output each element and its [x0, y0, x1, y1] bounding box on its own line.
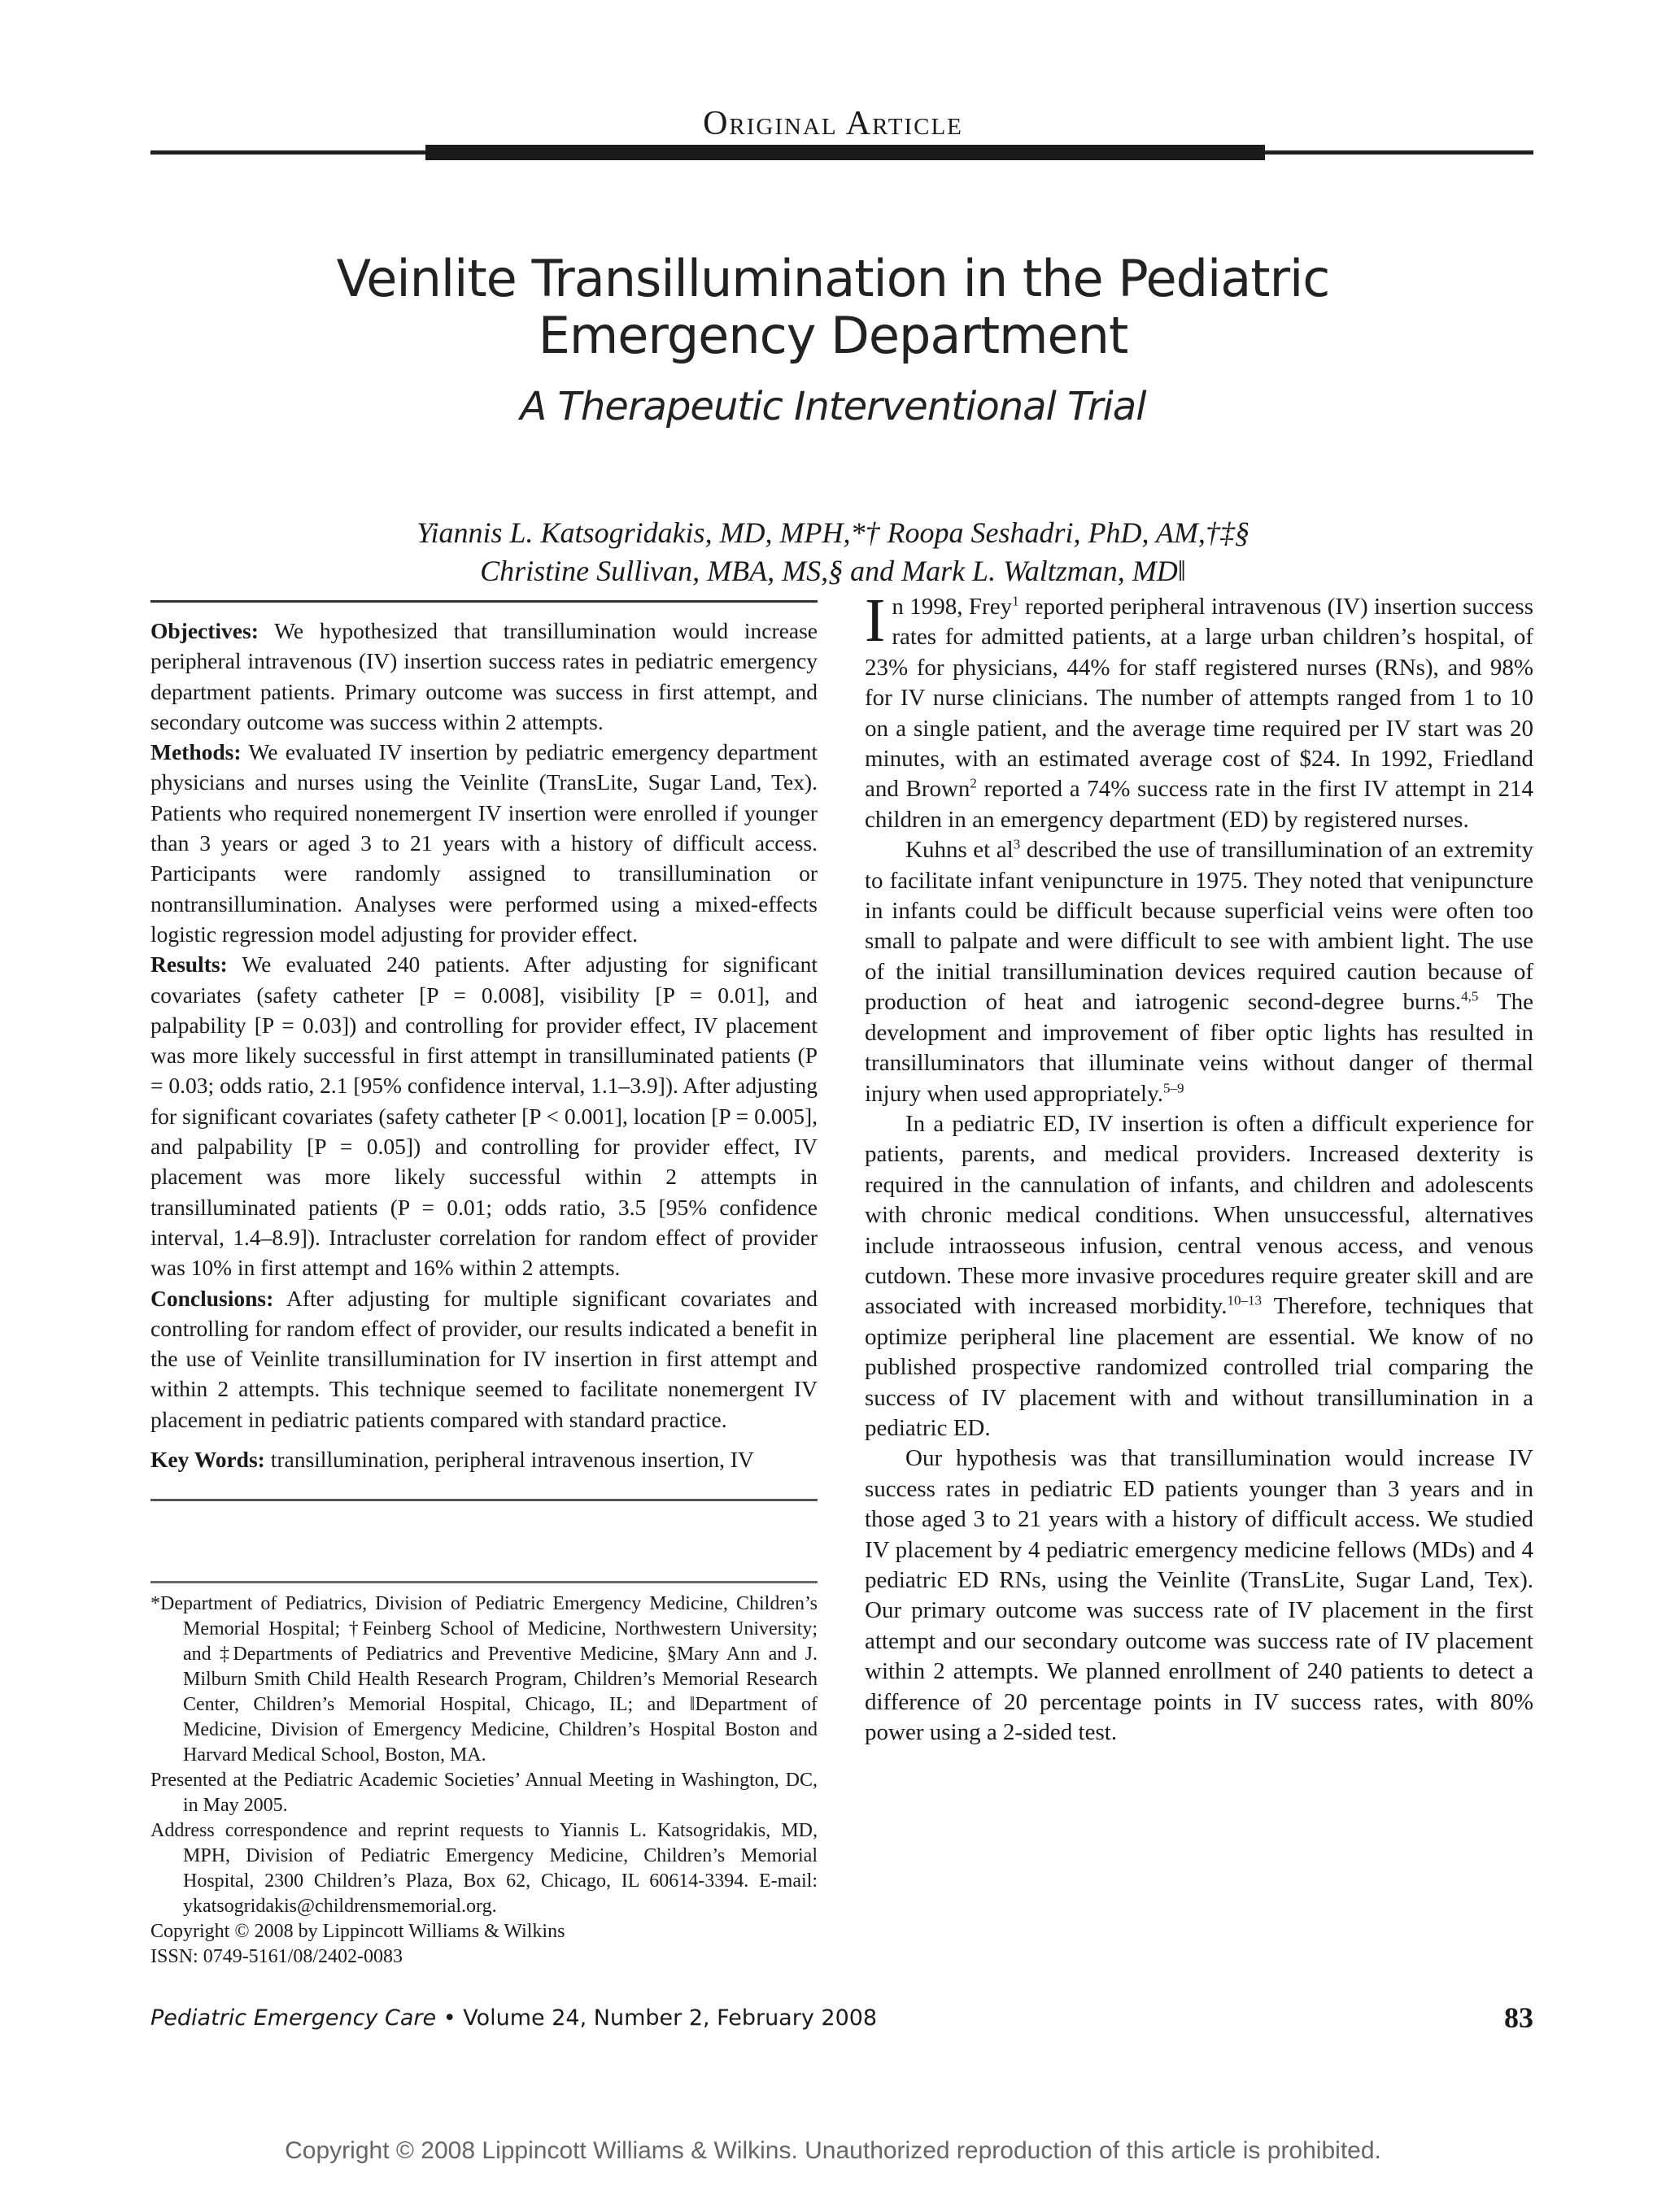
citation-ref: 4,5 — [1461, 988, 1479, 1004]
article-title — [0, 250, 1666, 364]
correspondence-note: Address correspondence and reprint requests to Yiannis L. Katsogridakis, MD, MPH, Division of Pediatric Emergency Medicine, Children’s Memorial Hospital, 2300 Children’s Plaza, Box 62, Chicago, IL 60614-3394. E-mail: ykatsogridakis@childrensmemorial.org. — [150, 1820, 818, 1917]
abstract-label: Results: — [150, 951, 228, 978]
abstract-objectives — [150, 616, 818, 737]
abstract-conclusions — [150, 1283, 818, 1435]
abstract-label: Objectives: — [150, 618, 259, 643]
header-rule-bar — [425, 145, 1265, 160]
body-text-run: n 1998, Frey — [892, 594, 1013, 620]
body-text — [865, 586, 1533, 1748]
page-number: 83 — [1504, 2001, 1533, 2034]
body-text-run: reported peripheral intravenous (IV) insertion success rates for admitted patients, at a large urban children’s hospital, of 23% for physicians, 44% for staff registered nurses (RNs), and 98% for IV nurse clinicians. The number of attempts ranged from 1 to 10 on a single patient, and the average time required per IV start was 20 minutes, with an estimated average cost of $24. In 1992, Friedland and Brown — [865, 594, 1533, 803]
footnotes — [150, 1581, 818, 1970]
body-text-run: described the use of transillumination of an extremity to facilitate infant venipuncture in 1975. They noted that venipuncture in infants could be difficult because superficial veins were often too small to palpate and were difficult to see with ambient light. The use of the initial transillumination devices required caution because of production of heat and iatrogenic second-degree burns. — [865, 837, 1533, 1016]
journal-name: Pediatric Emergency Care — [150, 2005, 437, 2031]
body-text-run: In a pediatric ED, IV insertion is often a difficult experience for patients, parents, and medical providers. Increased dexterity is required in the cannulation of infants, and children and adolescents with chronic medical conditions. When unsuccessful, alternatives include intraosseous infusion, central venous access, and venous cutdown. These more invasive procedures require greater skill and are associated with increased morbidity. — [865, 1110, 1533, 1320]
citation-ref: 10–13 — [1227, 1292, 1262, 1308]
citation-ref: 3 — [1013, 836, 1021, 852]
abstract-results — [150, 949, 818, 1282]
journal-footer — [150, 2005, 877, 2031]
body-text-run: The development and improvement of fiber optic lights has resulted in transilluminators that illuminate veins without danger of thermal injury when used appropriately. — [865, 989, 1533, 1107]
article-subtitle: A Therapeutic Interventional Trial — [520, 384, 1146, 429]
body-paragraph — [865, 586, 1533, 835]
body-text-run: Kuhns et al — [905, 837, 1014, 864]
authors-line: Christine Sullivan, MBA, MS,§ and Mark L. Waltzman, MD‖ — [480, 555, 1186, 587]
title-line: Veinlite Transillumination in the Pediatric — [336, 249, 1330, 308]
footer-separator: • — [436, 2005, 464, 2031]
authors-line: Yiannis L. Katsogridakis, MD, MPH,*† Roopa Seshadri, PhD, AM,†‡§ — [416, 516, 1250, 549]
journal-volume: Volume 24, Number 2, February 2008 — [463, 2005, 878, 2031]
citation-ref: 1 — [1012, 593, 1019, 609]
abstract-text: We evaluated IV insertion by pediatric emergency department physicians and nurses using the Veinlite (TransLite, Sugar Land, Tex). Patients who required nonemergent IV insertion were enrolled if younger than 3 years or aged 3 to 21 years with a history of difficult access. Participants were randomly assigned to transillumination or nontransillumination. Analyses were performed using a mixed-effects logistic regression model adjusting for provider effect. — [150, 739, 818, 947]
citation-ref: 2 — [970, 775, 977, 791]
citation-ref: 5–9 — [1162, 1079, 1184, 1095]
abstract-label: Conclusions: — [150, 1285, 274, 1311]
abstract-text: We evaluated 240 patients. After adjusting for significant covariates (safety catheter [P = 0.008], visibility [P = 0.01], and palpability [P = 0.03]) and controlling for provider effect, IV placement was more likely successful in first attempt in transilluminated patients (P = 0.03; odds ratio, 2.1 [95% confidence interval, 1.1–3.9]). After adjusting for significant covariates (safety catheter [P < 0.001], location [P = 0.005], and palpability [P = 0.05]) and controlling for provider effect, IV placement was more likely successful within 2 attempts in transilluminated patients (P = 0.01; odds ratio, 3.5 [95% confidence interval, 1.4–8.9]). Intracluster correlation for random effect of provider was 10% in first attempt and 16% within 2 attempts. — [150, 951, 818, 1281]
body-text-run: Our hypothesis was that transillumination would increase IV success rates in pediatric ED patients younger than 3 years and in those aged 3 to 21 years with a history of difficult access. We studied IV placement by 4 pediatric emergency medicine fellows (MDs) and 4 pediatric ED RNs, using the Veinlite (TransLite, Sugar Land, Tex). Our primary outcome was success rate of IV placement in the first attempt and our secondary outcome was success rate of IV placement within 2 attempts. We planned enrollment of 240 patients to detect a difference of 20 percentage points in IV success rates, with 80% power using a 2-sided test. — [865, 1445, 1533, 1746]
presented-note: Presented at the Pediatric Academic Societies’ Annual Meeting in Washington, DC, in May 2005. — [150, 1770, 818, 1816]
key-words-label: Key Words: — [150, 1447, 265, 1473]
abstract-methods — [150, 737, 818, 949]
body-paragraph — [865, 1109, 1533, 1443]
abstract-text: After adjusting for multiple significant covariates and controlling for random effect of provider, our results indicated a benefit in the use of Veinlite transillumination for IV insertion in first attempt and within 2 attempts. This technique seemed to facilitate nonemergent IV placement in pediatric patients compared with standard practice. — [150, 1285, 818, 1432]
authors — [0, 514, 1666, 590]
copyright-line: Copyright © 2008 by Lippincott Williams & Wilkins — [150, 1921, 565, 1942]
body-paragraph — [865, 835, 1533, 1109]
abstract — [150, 600, 818, 1501]
section-label: Original Article — [703, 105, 963, 142]
copyright-notice: Copyright © 2008 Lippincott Williams & Wilkins. Unauthorized reproduction of this article is prohibited. — [285, 2137, 1381, 2164]
abstract-label: Methods: — [150, 739, 242, 765]
affiliations-note: *Department of Pediatrics, Division of Pediatric Emergency Medicine, Children’s Memorial Hospital; †Feinberg School of Medicine, Northwestern University; and ‡Departments of Pediatrics and Preventive Medicine, §Mary Ann and J. Milburn Smith Child Health Research Program, Children’s Memorial Research Center, Children’s Memorial Hospital, Chicago, IL; and ‖Department of Medicine, Division of Emergency Medicine, Children’s Hospital Boston and Harvard Medical School, Boston, MA. — [150, 1593, 818, 1766]
key-words — [150, 1444, 818, 1501]
title-line: Emergency Department — [538, 306, 1128, 365]
body-text-run: reported a 74% success rate in the first IV attempt in 214 children in an emergency department (ED) by registered nurses. — [865, 776, 1533, 833]
key-words-text: transillumination, peripheral intravenous insertion, IV — [264, 1447, 754, 1473]
issn: ISSN: 0749-5161/08/2402-0083 — [150, 1946, 403, 1967]
drop-cap: I — [865, 586, 886, 655]
abstract-text: We hypothesized that transillumination would increase peripheral intravenous (IV) insertion success rates in pediatric emergency department patients. Primary outcome was success in first attempt, and secondary outcome was success within 2 attempts. — [150, 618, 818, 734]
body-paragraph — [865, 1443, 1533, 1748]
body-text-run: Therefore, techniques that optimize peripheral line placement are essential. We know of no published prospective randomized controlled trial comparing the success of IV placement with and without transillumination in a pediatric ED. — [865, 1293, 1533, 1441]
